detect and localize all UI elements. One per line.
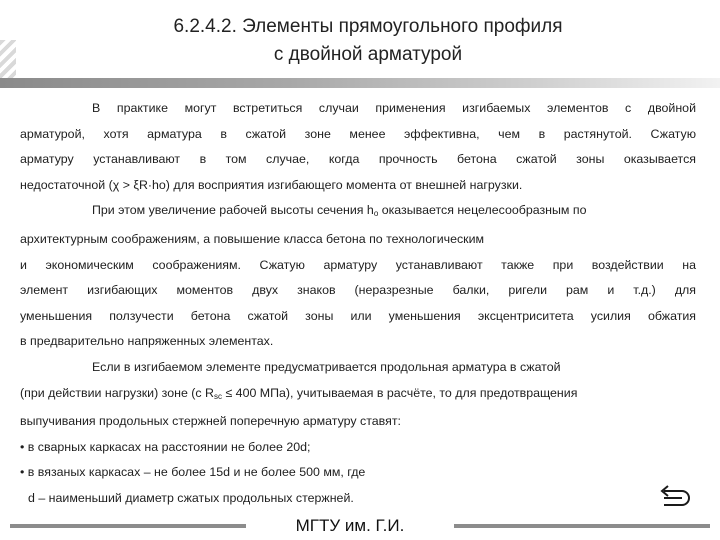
- footer-label: МГТУ им. Г.И.: [295, 516, 405, 535]
- text-line: [20, 381, 696, 410]
- text-fragment: оказывается нецелесообразным по: [378, 203, 587, 218]
- text-line: архитектурным соображениям, а повышение класса бетона по технологическим: [20, 231, 485, 246]
- footer-rule-right: [454, 524, 710, 528]
- text-line: выпучивания продольных стержней поперечную арматуру ставят:: [20, 414, 401, 429]
- text-line: [20, 198, 696, 227]
- return-arrow-icon: [658, 482, 694, 512]
- footer-rule-left: [10, 524, 246, 528]
- text-line: В практике могут встретиться случаи применения изгибаемых элементов с двойной: [92, 101, 696, 115]
- text-line: Если в изгибаемом элементе предусматривается продольная арматура в сжатой: [92, 359, 561, 374]
- subscript: o: [373, 209, 379, 219]
- list-item: • в сварных каркасах на расстоянии не более 20d;: [20, 439, 311, 454]
- slide-body: [20, 96, 696, 512]
- text-line: недостаточной (χ > ξR·ho) для восприятия изгибающего момента от внешней нагрузки.: [20, 177, 523, 192]
- text-line: элемент изгибающих моментов двух знаков (неразрезные балки, ригели рам и т.д.) для: [20, 283, 696, 298]
- text-line: уменьшения ползучести бетона сжатой зоны или уменьшения эксцентриситета усилия обжатия: [20, 308, 696, 323]
- text-line: арматурой, хотя арматура в сжатой зоне менее эффективна, чем в растянутой. Сжатую: [20, 126, 696, 141]
- title-underline-bar: [0, 78, 720, 88]
- text-line: в предварительно напряженных элементах.: [20, 334, 274, 349]
- page-title-line1: 6.2.4.2. Элементы прямоугольного профиля: [173, 16, 563, 37]
- text-line: и экономическим соображениям. Сжатую арматуру устанавливают также при воздействии на: [20, 257, 696, 272]
- subscript: sc: [214, 391, 222, 401]
- list-item: • в вязаных каркасах – не более 15d и не более 500 мм, где: [20, 465, 366, 480]
- paragraph-1: [20, 96, 696, 198]
- text-fragment: При этом увеличение рабочей высоты сечения h: [92, 203, 374, 218]
- slide-header: [0, 0, 720, 88]
- bullet-list: [20, 435, 696, 512]
- return-button[interactable]: [658, 482, 694, 512]
- text-fragment: (при действии нагрузки) зоне (с R: [20, 385, 214, 400]
- paragraph-2: [20, 198, 696, 355]
- note-line: d – наименьший диаметр сжатых продольных стержней.: [28, 490, 354, 505]
- page-title-line2: с двойной арматурой: [273, 44, 463, 65]
- text-line: арматуру устанавливают в том случае, когда прочность бетона сжатой зоны оказывается: [20, 152, 696, 167]
- paragraph-3: [20, 355, 696, 435]
- text-fragment: ≤ 400 МПа), учитываемая в расчёте, то для предотвращения: [222, 385, 578, 400]
